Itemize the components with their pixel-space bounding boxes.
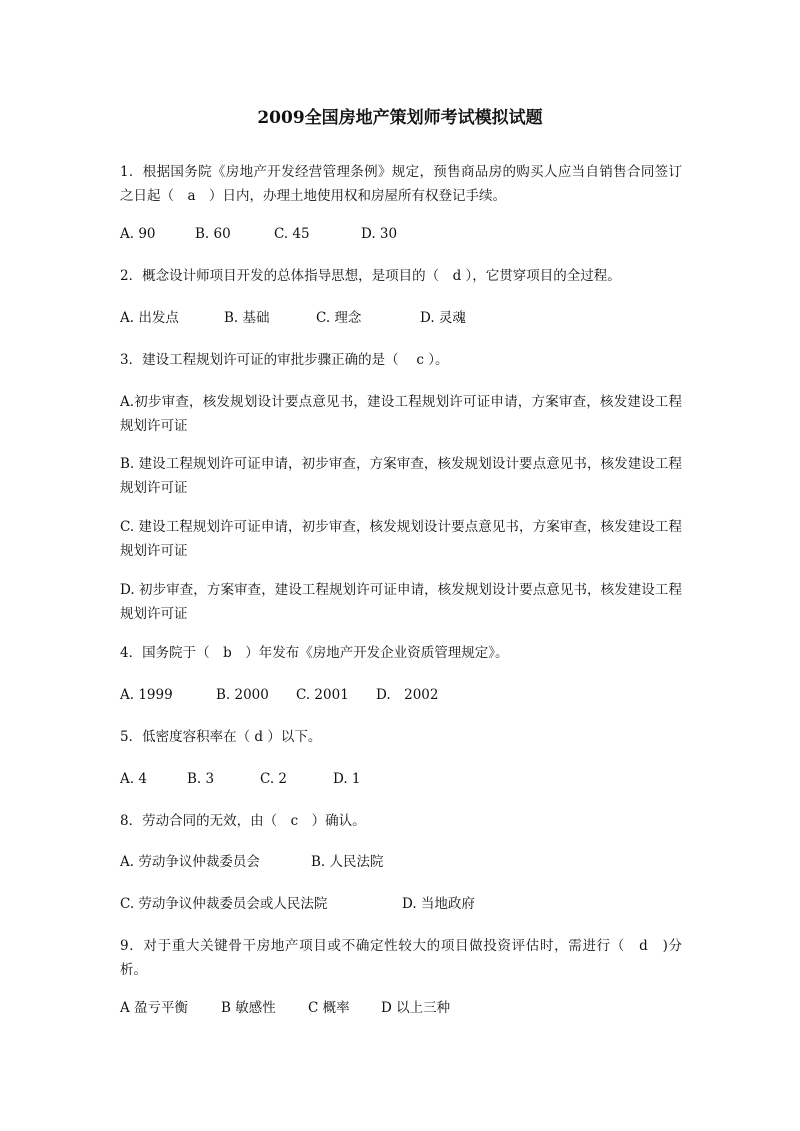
question-8: 8．劳动合同的无效，由（ c ）确认。 [120,813,366,829]
option-d: D 以上三种 [381,1000,451,1016]
option-d: D. 灵魂 [420,310,466,326]
option-b: B 敏感性 [221,1000,276,1016]
option-a: A. 90 [120,226,156,242]
option-b: B. 2000 [216,687,269,703]
option-a: A 盈亏平衡 [120,1000,189,1016]
option-c: C. 理念 [316,310,362,326]
option-d: D. 1 [333,771,361,787]
page-title: 2009全国房地产策划师考试模拟试题 [257,108,543,128]
question-5: 5．低密度容积率在（ d ）以下。 [120,729,322,745]
question-9: 9．对于重大关键骨干房地产项目或不确定性较大的项目做投资评估时，需进行（ d )分析。 [120,938,682,978]
question-4: 4．国务院于（ b ）年发布《房地产开发企业资质管理规定》。 [120,645,509,661]
question-3-option-a: A.初步审查，核发规划设计要点意见书，建设工程规划许可证申请，方案审查，核发建设工程规划许可证 [120,394,682,434]
option-b: B. 基础 [224,310,270,326]
option-a: A. 4 [120,771,147,787]
question-3-option-b: B. 建设工程规划许可证申请，初步审查，方案审查，核发规划设计要点意见书，核发建设工程规划许可证 [120,456,682,496]
option-d: D. 2002 [376,687,439,703]
option-c: C. 45 [274,226,310,242]
option-d: D. 当地政府 [402,896,475,912]
option-c: C. 2001 [296,687,349,703]
option-b: B. 人民法院 [311,854,384,870]
option-b: B. 60 [195,226,231,242]
option-a: A. 1999 [120,687,173,703]
question-2: 2．概念设计师项目开发的总体指导思想，是项目的（ d ），它贯穿项目的全过程。 [120,268,621,284]
option-c: C. 劳动争议仲裁委员会或人民法院 [120,896,328,912]
option-d: D. 30 [361,226,398,242]
question-3-option-d: D. 初步审查，方案审查，建设工程规划许可证申请，核发规划设计要点意见书，核发建设工程规划许可证 [120,582,682,622]
question-1: 1．根据国务院《房地产开发经营管理条例》规定，预售商品房的购买人应当自销售合同签订之日起（ a ）日内，办理土地使用权和房屋所有权登记手续。 [120,164,682,204]
option-b: B. 3 [187,771,215,787]
option-c: C. 2 [260,771,288,787]
question-3: 3．建设工程规划许可证的审批步骤正确的是（ c ）。 [120,352,449,368]
option-c: C 概率 [308,1000,350,1016]
question-3-option-c: C. 建设工程规划许可证申请，初步审查，核发规划设计要点意见书，方案审查，核发建设工程规划许可证 [120,519,682,559]
option-a: A. 出发点 [120,310,179,326]
option-a: A. 劳动争议仲裁委员会 [120,854,260,870]
